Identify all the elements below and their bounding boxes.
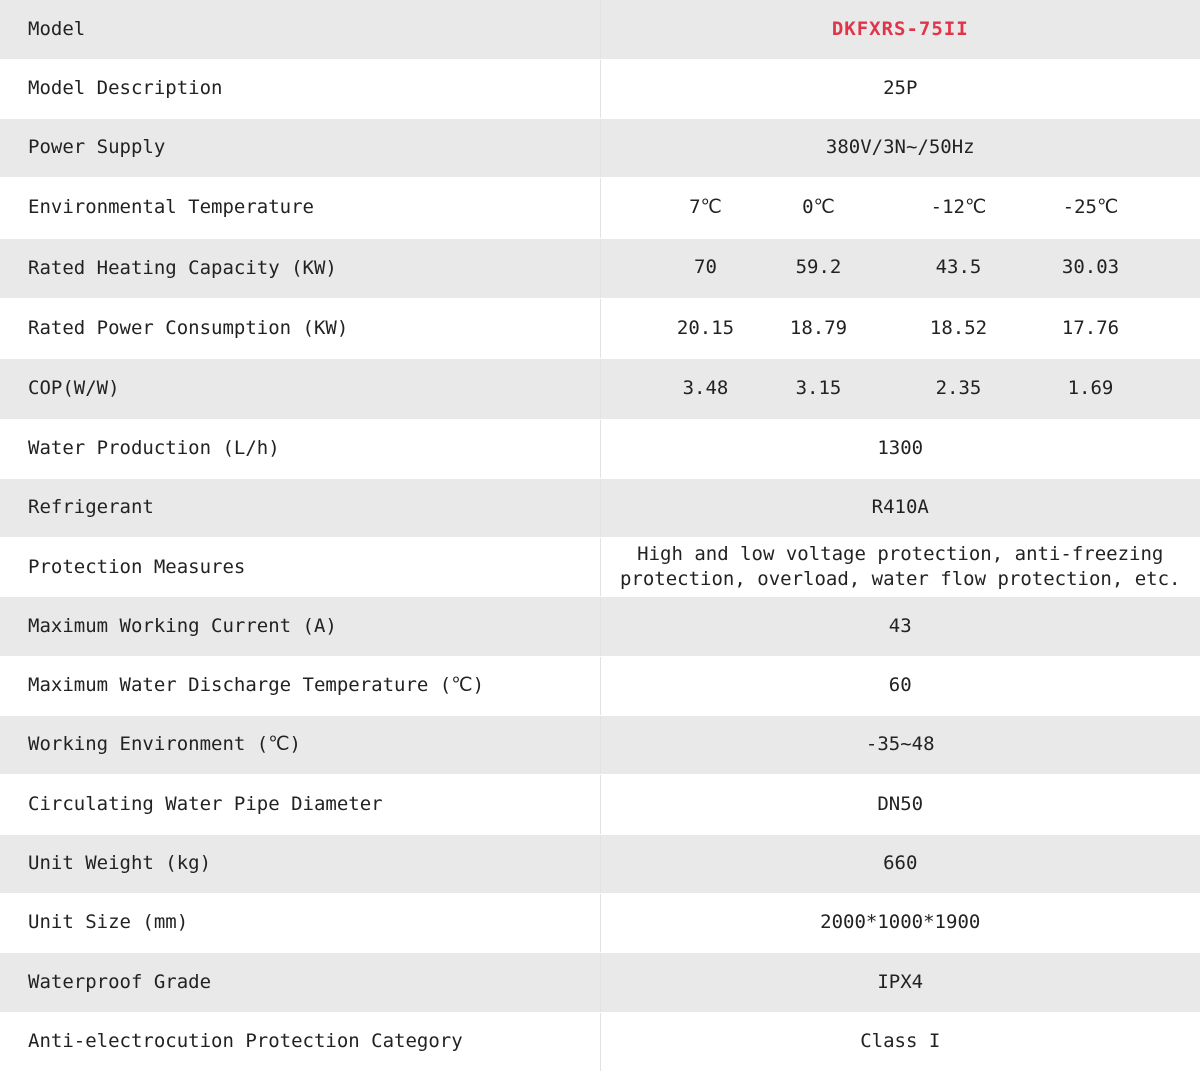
value-col-3: 18.52 — [929, 316, 988, 339]
row-label: Model Description — [0, 59, 600, 118]
table-row-cop — [0, 359, 1200, 419]
row-value: 380V/3N~/50Hz — [600, 119, 1200, 178]
row-value: R410A — [600, 478, 1200, 537]
multi-value-group — [601, 359, 1200, 418]
value-col-1: 70 — [694, 256, 717, 279]
row-value: 660 — [600, 834, 1200, 893]
value-col-2: 18.79 — [789, 316, 848, 339]
row-label: Refrigerant — [0, 478, 600, 537]
table-row-working-environment — [0, 716, 1200, 775]
value-col-3: 43.5 — [935, 256, 982, 279]
table-row-unit-size — [0, 893, 1200, 952]
value-col-1: 20.15 — [676, 316, 735, 339]
table-row-anti-electrocution-protection-category — [0, 1012, 1200, 1071]
row-value: Class I — [600, 1012, 1200, 1071]
multi-value-group — [601, 299, 1200, 358]
table-row-circulating-water-pipe-diameter — [0, 775, 1200, 834]
row-label: Power Supply — [0, 119, 600, 178]
row-value-group — [600, 359, 1200, 419]
row-label: Circulating Water Pipe Diameter — [0, 775, 600, 834]
row-label: Maximum Working Current (A) — [0, 597, 600, 656]
row-label: Model — [0, 0, 600, 59]
row-value: 25P — [600, 59, 1200, 118]
row-label: Anti-electrocution Protection Category — [0, 1012, 600, 1071]
value-col-2: 59.2 — [795, 256, 842, 279]
row-value: 1300 — [600, 419, 1200, 478]
table-row-protection-measures — [0, 538, 1200, 597]
value-col-3: -12℃ — [930, 196, 987, 219]
row-label: Rated Heating Capacity (KW) — [0, 238, 600, 298]
table-row-model-description — [0, 59, 1200, 118]
row-value: 43 — [600, 597, 1200, 656]
row-value: -35~48 — [600, 716, 1200, 775]
table-row-maximum-working-current — [0, 597, 1200, 656]
table-row-water-production — [0, 419, 1200, 478]
value-col-4: -25℃ — [1062, 196, 1119, 219]
value-col-1: 3.48 — [682, 377, 729, 400]
row-value-group — [600, 298, 1200, 358]
row-value: IPX4 — [600, 953, 1200, 1012]
row-value: DN50 — [600, 775, 1200, 834]
table-row-power-supply — [0, 119, 1200, 178]
row-label: Unit Size (mm) — [0, 893, 600, 952]
row-label: Waterproof Grade — [0, 953, 600, 1012]
row-value-group — [600, 178, 1200, 238]
table-row-model — [0, 0, 1200, 59]
row-label: Rated Power Consumption (KW) — [0, 298, 600, 358]
row-label: COP(W/W) — [0, 359, 600, 419]
row-label: Working Environment (℃) — [0, 716, 600, 775]
row-label: Water Production (L/h) — [0, 419, 600, 478]
multi-value-group — [601, 179, 1200, 238]
row-label: Protection Measures — [0, 538, 600, 597]
value-col-2: 0℃ — [802, 196, 835, 219]
table-row-unit-weight — [0, 834, 1200, 893]
value-col-4: 17.76 — [1061, 316, 1120, 339]
table-row-maximum-water-discharge-temperature — [0, 656, 1200, 715]
value-col-4: 30.03 — [1061, 256, 1120, 279]
value-col-1: 7℃ — [689, 196, 722, 219]
row-label: Environmental Temperature — [0, 178, 600, 238]
row-value: 2000*1000*1900 — [600, 893, 1200, 952]
table-row-environmental-temperature — [0, 178, 1200, 238]
value-col-4: 1.69 — [1067, 377, 1114, 400]
value-col-3: 2.35 — [935, 377, 982, 400]
table-row-rated-heating-capacity — [0, 238, 1200, 298]
table-row-waterproof-grade — [0, 953, 1200, 1012]
row-value: High and low voltage protection, anti-freezing protection, overload, water flow protection, etc. — [600, 538, 1200, 597]
value-col-2: 3.15 — [795, 377, 842, 400]
table-row-refrigerant — [0, 478, 1200, 537]
row-label: Maximum Water Discharge Temperature (℃) — [0, 656, 600, 715]
multi-value-group — [601, 239, 1200, 298]
row-label: Unit Weight (kg) — [0, 834, 600, 893]
row-value: 60 — [600, 656, 1200, 715]
row-value-group — [600, 238, 1200, 298]
model-value: DKFXRS-75II — [600, 0, 1200, 59]
table-row-rated-power-consumption — [0, 298, 1200, 358]
